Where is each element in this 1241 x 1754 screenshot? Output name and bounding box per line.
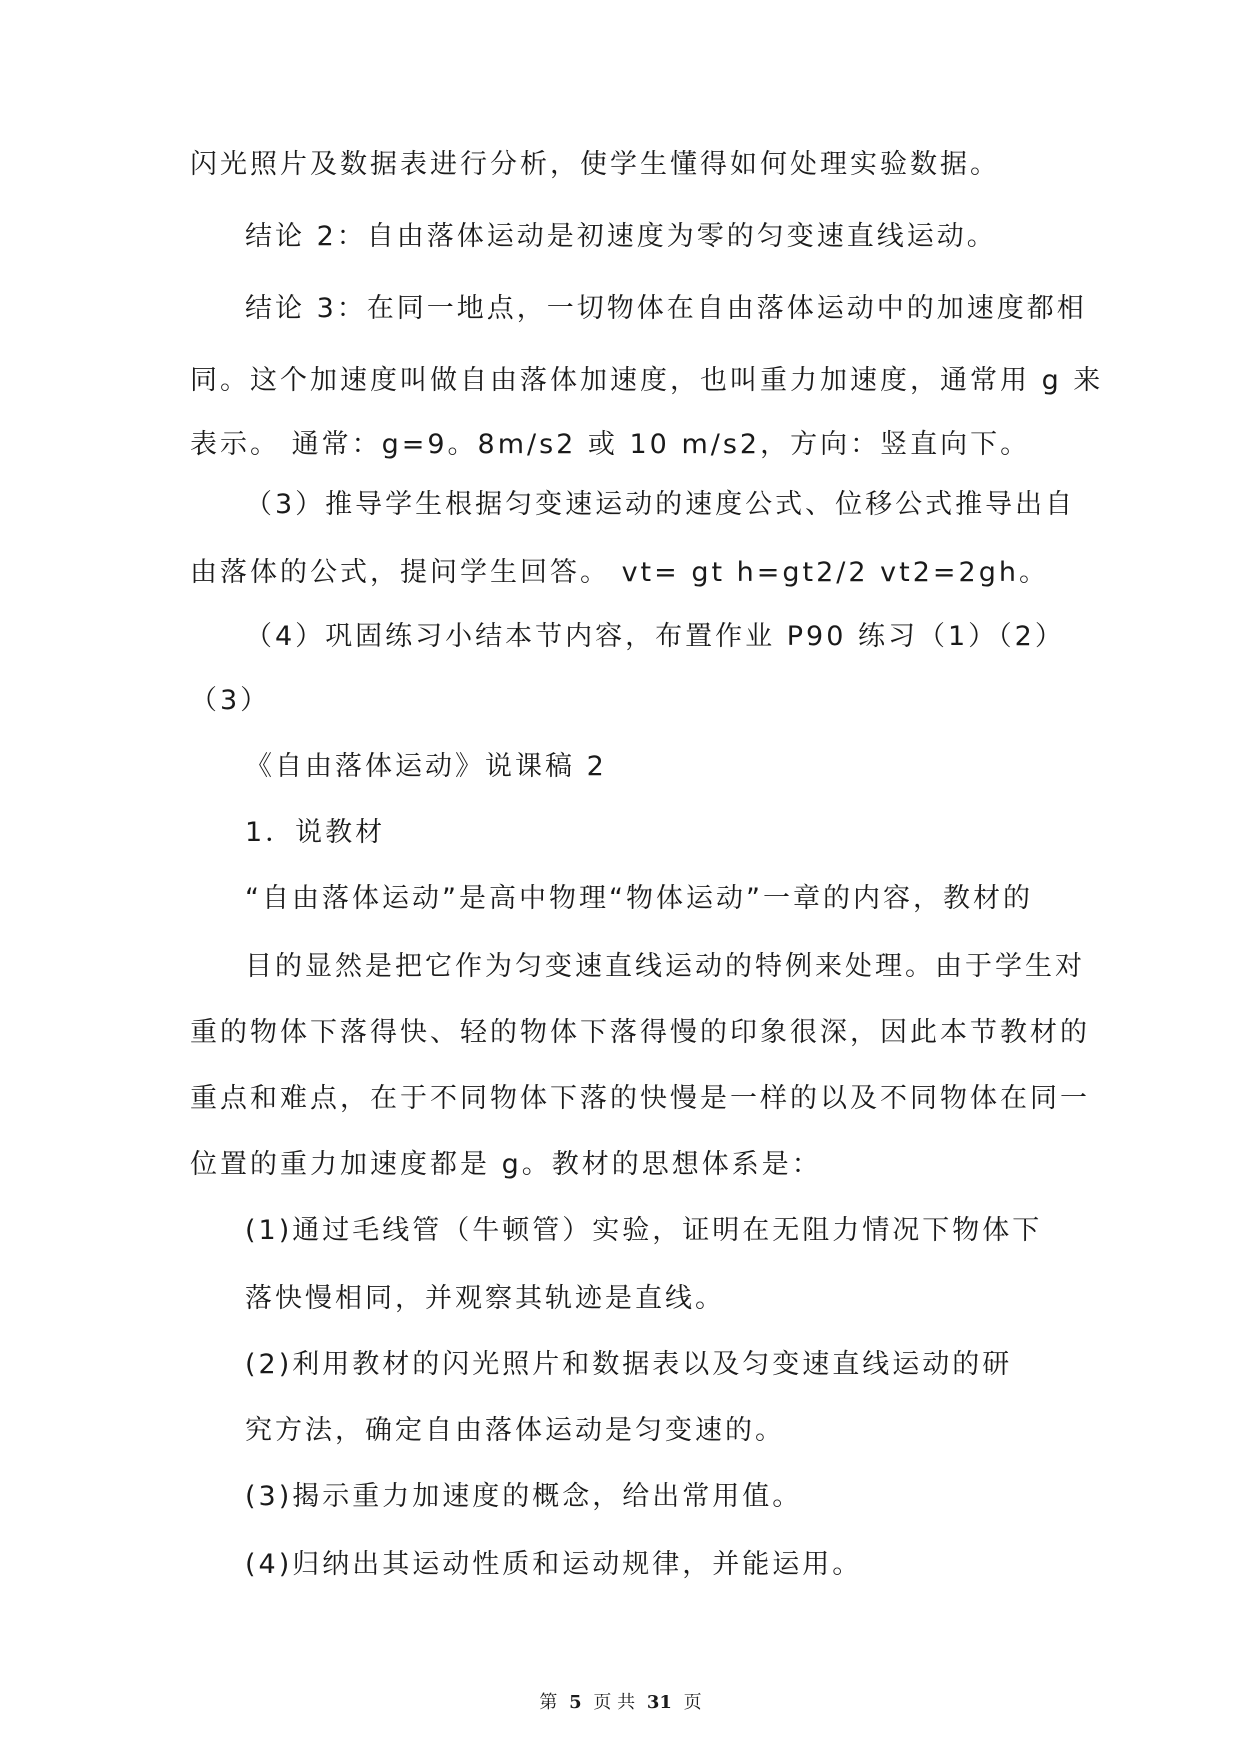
total-pages: 31 bbox=[646, 1692, 672, 1713]
text-line: 目的显然是把它作为匀变速直线运动的特例来处理。由于学生对 bbox=[245, 951, 1085, 982]
text-line: 重点和难点，在于不同物体下落的快慢是一样的以及不同物体在同一 bbox=[190, 1083, 1090, 1114]
text-line: 结论 3：在同一地点，一切物体在自由落体运动中的加速度都相 bbox=[245, 293, 1087, 324]
text-line: 闪光照片及数据表进行分析，使学生懂得如何处理实验数据。 bbox=[190, 149, 1000, 180]
section-heading: 1．说教材 bbox=[245, 817, 386, 848]
text-line: 位置的重力加速度都是 g。教材的思想体系是： bbox=[190, 1149, 822, 1180]
page-number: 5 bbox=[569, 1692, 582, 1713]
text-line: 落快慢相同，并观察其轨迹是直线。 bbox=[245, 1283, 725, 1314]
text-line: （3）推导学生根据匀变速运动的速度公式、位移公式推导出自 bbox=[245, 489, 1076, 520]
text-line: 重的物体下落得快、轻的物体下落得慢的印象很深，因此本节教材的 bbox=[190, 1017, 1090, 1048]
footer-prefix: 第 bbox=[539, 1692, 558, 1713]
footer-suffix: 页 bbox=[683, 1692, 702, 1713]
footer-middle: 页 共 bbox=[593, 1692, 636, 1713]
text-line: 由落体的公式，提问学生回答。 vt= gt h=gt2/2 vt2=2gh。 bbox=[190, 557, 1049, 588]
section-title: 《自由落体运动》说课稿 2 bbox=[245, 751, 607, 782]
text-line: (2)利用教材的闪光照片和数据表以及匀变速直线运动的研 bbox=[245, 1349, 1013, 1380]
text-line: （4）巩固练习小结本节内容，布置作业 P90 练习（1）（2） bbox=[245, 621, 1065, 652]
text-line: 究方法，确定自由落体运动是匀变速的。 bbox=[245, 1415, 785, 1446]
text-line: 同。这个加速度叫做自由落体加速度，也叫重力加速度，通常用 g 来 bbox=[190, 365, 1104, 396]
text-line: (4)归纳出其运动性质和运动规律，并能运用。 bbox=[245, 1549, 863, 1580]
text-line: （3） bbox=[190, 685, 271, 716]
text-line: 结论 2：自由落体运动是初速度为零的匀变速直线运动。 bbox=[245, 221, 997, 252]
text-line: 表示。 通常：g=9。8m/s2 或 10 m/s2，方向：竖直向下。 bbox=[190, 429, 1031, 460]
text-line: (3)揭示重力加速度的概念，给出常用值。 bbox=[245, 1481, 803, 1512]
page-footer bbox=[0, 1692, 1241, 1714]
text-line: (1)通过毛线管（牛顿管）实验，证明在无阻力情况下物体下 bbox=[245, 1215, 1043, 1246]
text-line: “自由落体运动”是高中物理“物体运动”一章的内容，教材的 bbox=[245, 883, 1033, 914]
